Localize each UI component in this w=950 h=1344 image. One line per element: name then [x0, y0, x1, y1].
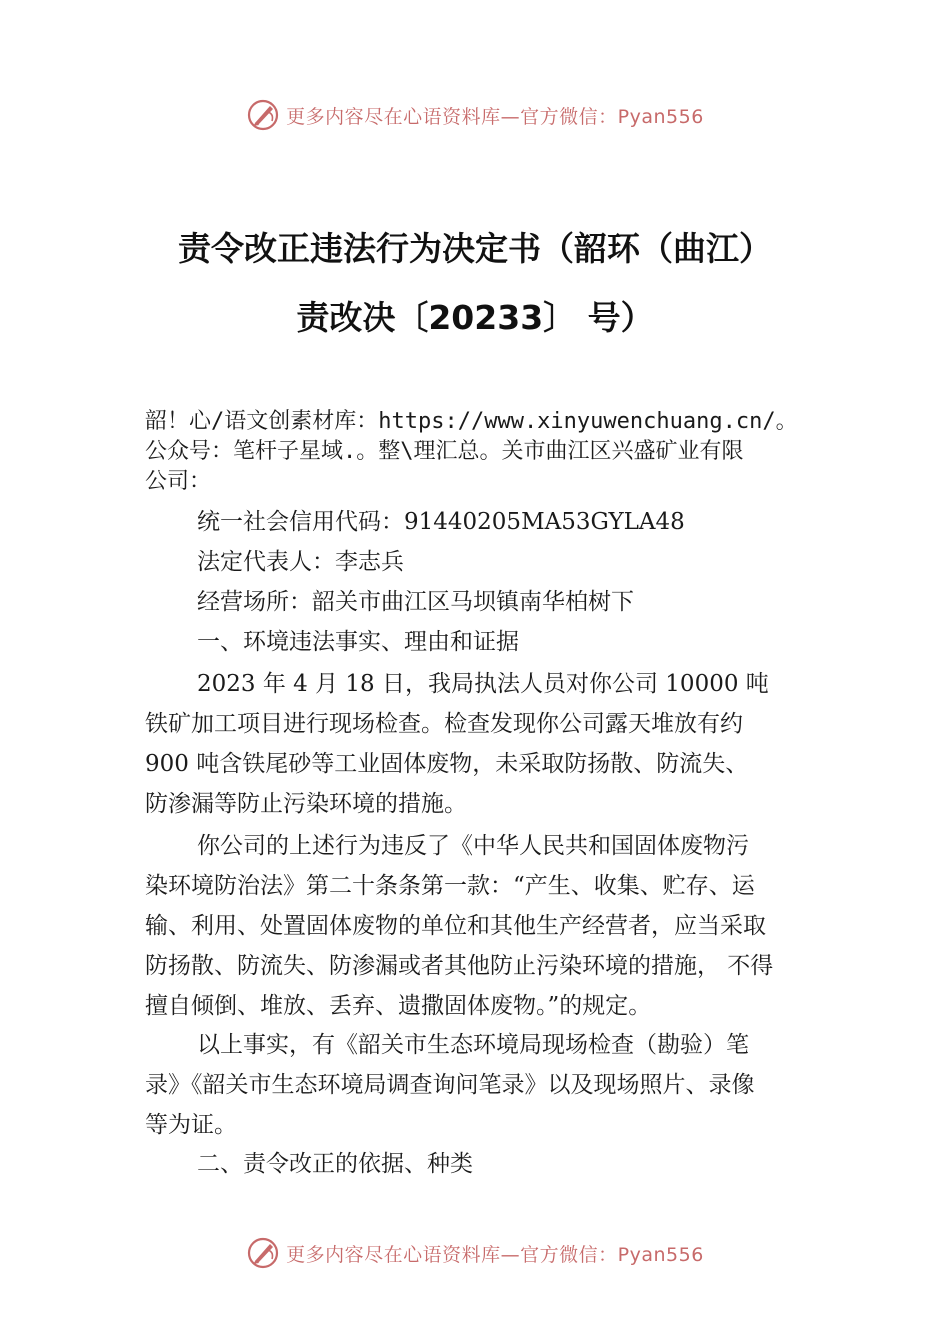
document-title-line2: 责改决〔20233〕 号）	[296, 298, 654, 337]
paragraph-line: 900 吨含铁尾砂等工业固体废物，未采取防扬散、防流失、	[145, 751, 749, 777]
watermark-footer	[0, 1233, 950, 1273]
watermark-header	[0, 95, 950, 135]
paragraph-line: 你公司的上述行为违反了《中华人民共和国固体废物污	[197, 833, 749, 859]
paragraph-line: 铁矿加工项目进行现场检查。检查发现你公司露天堆放有约	[145, 711, 743, 737]
paragraph-line: 录》《韶关市生态环境局调查询问笔录》以及现场照片、录像	[145, 1072, 755, 1098]
company-info	[145, 502, 820, 662]
intro-line-2: 公众号：笔杆子星域.。整\理汇总。关市曲江区兴盛矿业有限	[145, 439, 744, 464]
paragraph-line: 防渗漏等防止污染环境的措施。	[145, 791, 467, 817]
paragraph-line: 等为证。	[145, 1112, 237, 1138]
paragraph-line: 擅自倾倒、堆放、丢弃、遗撒固体废物。”的规定。	[145, 993, 652, 1019]
business-address: 经营场所：韶关市曲江区马坝镇南华柏树下	[197, 589, 634, 615]
watermark-text: 更多内容尽在心语资料库—官方微信：Pyan556	[286, 1243, 704, 1266]
quill-pen-logo-icon	[246, 98, 280, 132]
intro-block	[145, 407, 835, 497]
watermark-text: 更多内容尽在心语资料库—官方微信：Pyan556	[286, 105, 704, 128]
document-title-line1: 责令改正违法行为决定书（韶环（曲江）	[178, 229, 772, 268]
quill-pen-logo-icon	[246, 1236, 280, 1270]
intro-line-1: 韶！心/语文创素材库：https://www.xinyuwenchuang.cn/。	[145, 409, 798, 434]
legal-representative: 法定代表人：李志兵	[197, 549, 404, 575]
section1-paragraph-1	[145, 664, 820, 824]
section2-heading: 二、责令改正的依据、种类	[197, 1151, 473, 1177]
section1-paragraph-3	[145, 1025, 820, 1145]
paragraph-line: 以上事实，有《韶关市生态环境局现场检查（勘验）笔	[197, 1032, 749, 1058]
paragraph-line: 防扬散、防流失、防渗漏或者其他防止污染环境的措施， 不得	[145, 953, 774, 979]
paragraph-line: 染环境防治法》第二十条条第一款：“产生、收集、贮存、运	[145, 873, 755, 899]
section1-heading: 一、环境违法事实、理由和证据	[197, 629, 519, 655]
credit-code: 统一社会信用代码：91440205MA53GYLA48	[197, 509, 685, 535]
paragraph-line: 输、利用、处置固体废物的单位和其他生产经营者，应当采取	[145, 913, 766, 939]
section2	[145, 1144, 820, 1184]
intro-line-3: 公司：	[145, 469, 212, 494]
section1-paragraph-2	[145, 826, 820, 1026]
paragraph-line: 2023 年 4 月 18 日，我局执法人员对你公司 10000 吨	[197, 671, 769, 697]
